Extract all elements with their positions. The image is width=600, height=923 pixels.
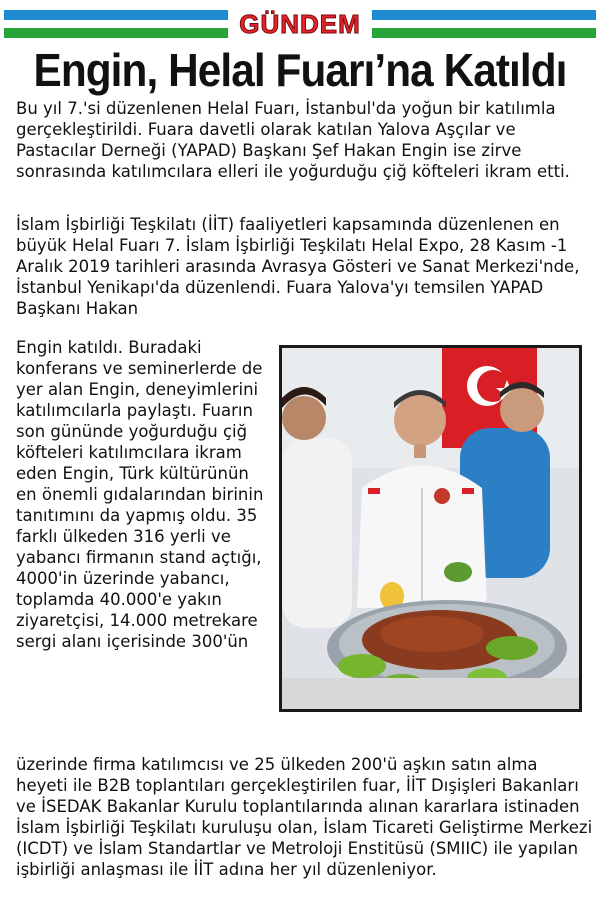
article-paragraph: üzerinde firma katılımcısı ve 25 ülkeden 200'ü aşkın satın alma heyeti ile B2B toplantıları gerçekleştirilen fuar, İİT Dışişleri Bakanları ve İSEDAK Bakanlar Kurulu toplantılarında alınan kararlara istinaden İslam İşbirliği Teşkilatı kuruluşu olan, İslam Ticareti Geliştirme Merkezi (ICDT) ve İslam Standartlar ve Metroloji Enstitüsü (SMIIC) ile yapılan işbirliği anlaşması ile İİT adına her yıl düzenleniyor. <box>16 755 593 879</box>
article-headline: Engin, Helal Fuarı’na Katıldı <box>33 44 567 96</box>
article-paragraph-wrap: Engin katıldı. Buradaki konferans ve seminerlerde de yer alan Engin, deneyimlerini katılımcılarla paylaştı. Fuarın son gününde yoğurduğu çiğ köfteleri katılımcılara ikram eden Engin, Türk kültürünün en önemli gıdalarından birinin tanıtımını da yapmış oldu. 35 farklı ülkeden 316 yerli ve yabancı firmanın stand açtığı, 4000'in üzerinde yabancı, toplamda 40.000'e yakın ziyaretçisi, 14.000 metrekare sergi alanı içerisinde 300'ün <box>16 338 264 651</box>
article-paragraph: İslam İşbirliği Teşkilatı (İİT) faaliyetleri kapsamında düzenlenen en büyük Helal Fuarı 7. İslam İşbirliği Teşkilatı Helal Expo, 28 Kasım -1 Aralık 2019 tarihleri arasında Avrasya Gösteri ve Sanat Merkezi'nde, İstanbul Yenikapı'da düzenlendi. Fuara Yalova'yı temsilen YAPAD Başkanı Hakan <box>16 215 580 318</box>
section-label: GÜNDEM <box>228 8 372 40</box>
article-paragraph: Bu yıl 7.'si düzenlenen Helal Fuarı, İstanbul'da yoğun bir katılımla gerçekleştirildi. Fuara davetli olarak katılan Yalova Aşçılar ve Pastacılar Derneği (YAPAD) Başkanı Şef Hakan Engin ise zirve sonrasında katılımcılara elleri ile yoğurduğu çiğ köfteleri ikram etti. <box>16 99 570 181</box>
section-header <box>4 4 596 42</box>
article-photo <box>279 345 582 712</box>
